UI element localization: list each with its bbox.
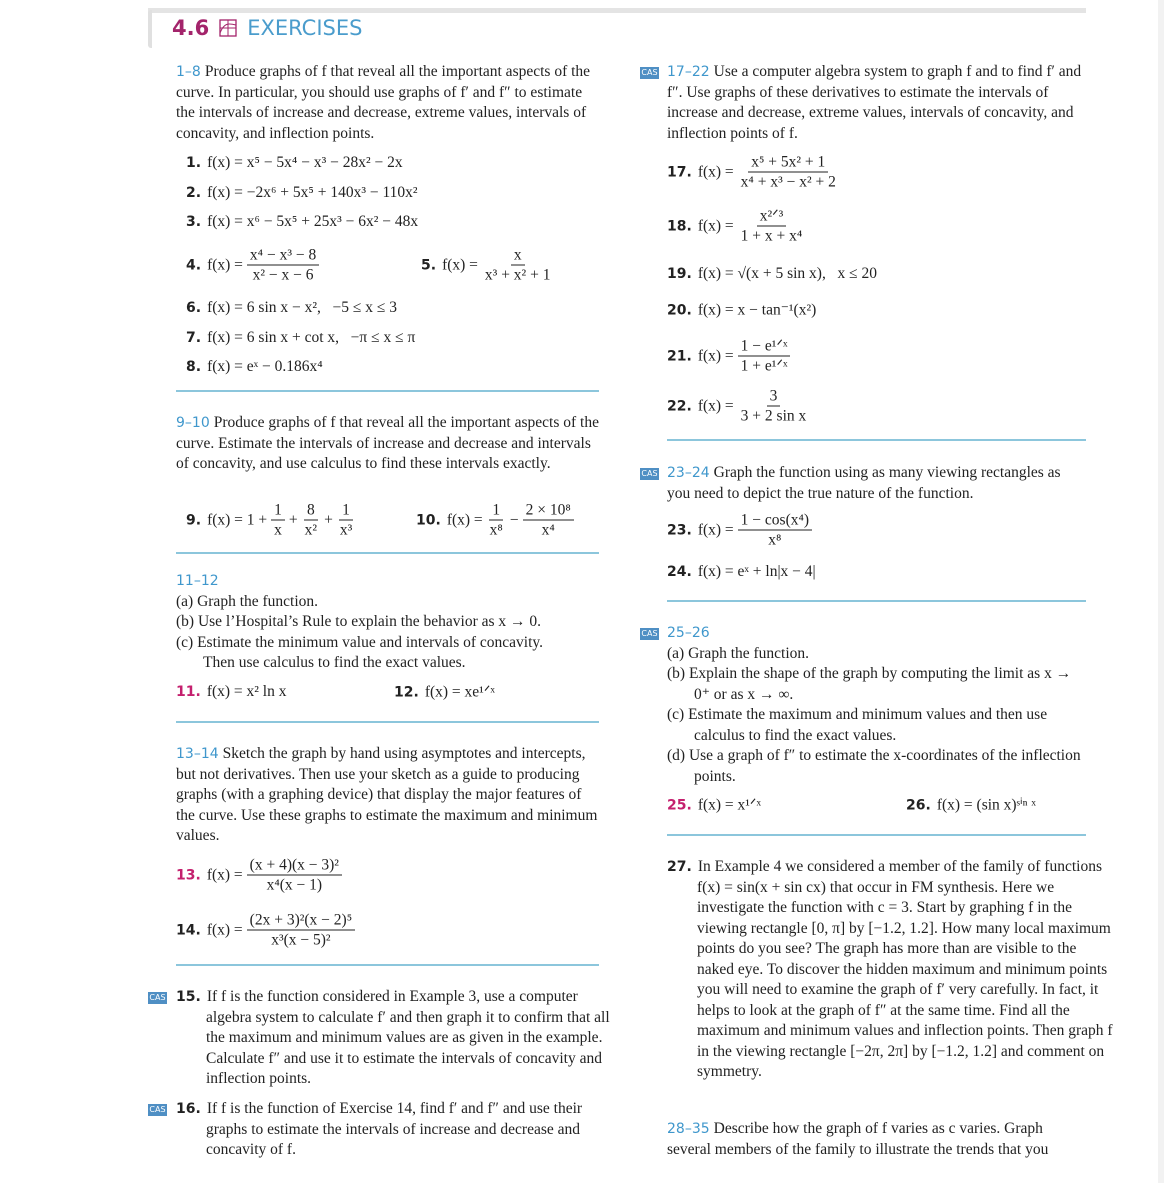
range-label: 28–35 xyxy=(667,1121,710,1137)
numerator: x²ᐟ³ xyxy=(757,207,787,227)
exercise-5 xyxy=(421,246,557,285)
exercise-10 xyxy=(416,501,578,540)
exercise-number: 10. xyxy=(416,512,441,528)
instructions-9-10 xyxy=(176,413,600,475)
fraction xyxy=(738,337,791,376)
exercise-1 xyxy=(186,154,403,172)
cas-icon: CAS xyxy=(641,469,658,478)
instruction-text: Sketch the graph by hand using asymptotes and intercepts, but not derivatives. Then use your sketch as a guide to producing graphs (with a graphing device) that display the major features of the curve. Use these graphs to estimate the maximum and minimum values. xyxy=(176,745,598,844)
divider xyxy=(667,834,1086,836)
part-b: (b) Explain the shape of the graph by computing the limit as x → 0⁺ or as x → ∞. xyxy=(667,665,1072,703)
denominator: 1 + e¹ᐟˣ xyxy=(740,357,788,375)
denominator: x³(x − 5)² xyxy=(271,931,331,949)
exercise-26 xyxy=(906,796,1036,815)
instructions-23-24 xyxy=(667,463,1087,504)
cas-icon: CAS xyxy=(641,68,658,77)
header-tab xyxy=(148,10,152,48)
exercise-text: If f is the function of Exercise 14, find f′ and f″ and use their graphs to estimate the intervals of increase and decrease and concavity of f. xyxy=(206,1100,583,1158)
instruction-text: Produce graphs of f that reveal all the important aspects of the curve. Estimate the intervals of increase and decrease and intervals of concavity, and use calculus to find these intervals exactly. xyxy=(176,414,599,472)
denominator: x⁸ xyxy=(489,521,503,539)
formula-lhs: f(x) = xyxy=(206,921,243,938)
formula: f(x) = 6 sin x + cot x, −π ≤ x ≤ π xyxy=(207,329,416,346)
exercise-number: 17. xyxy=(667,164,692,180)
cas-icon: CAS xyxy=(149,1105,166,1114)
exercise-9 xyxy=(186,501,359,540)
cas-icon: CAS xyxy=(641,629,658,638)
numerator: (2x + 3)²(x − 2)⁵ xyxy=(247,911,355,931)
exercise-12 xyxy=(394,683,495,702)
fraction xyxy=(247,246,319,285)
formula: f(x) = 6 sin x − x², −5 ≤ x ≤ 3 xyxy=(207,299,398,316)
instructions-28-35 xyxy=(667,1119,1087,1160)
operator: + xyxy=(324,511,333,528)
exercise-22 xyxy=(667,387,813,426)
formula-lhs: f(x) = xyxy=(206,866,243,883)
formula: f(x) = eˣ − 0.186x⁴ xyxy=(207,358,323,375)
numerator: x⁵ + 5x² + 1 xyxy=(748,153,828,173)
exercise-number: 14. xyxy=(176,922,201,938)
exercise-number: 24. xyxy=(667,564,692,580)
part-c-continued: Then use calculus to find the exact values. xyxy=(203,654,466,671)
formula: f(x) = x⁶ − 5x⁵ + 25x³ − 6x² − 48x xyxy=(207,213,419,230)
numerator: 1 xyxy=(339,501,353,521)
fraction xyxy=(738,511,812,550)
exercise-text: If f is the function considered in Example 3, use a computer algebra system to calculate f′ and then graph it to confirm that all the maximum and minimum values are as given in the example. Calculate f″ and use it to estimate the intervals of concavity and inflection points. xyxy=(206,988,610,1087)
fraction xyxy=(337,501,355,540)
exercise-11 xyxy=(176,683,287,701)
graph-icon xyxy=(219,19,237,37)
exercise-number: 7. xyxy=(186,330,202,346)
exercise-number: 20. xyxy=(667,302,692,318)
operator: − xyxy=(509,511,519,528)
part-a: (a) Graph the function. xyxy=(667,644,810,662)
numerator: 8 xyxy=(304,501,318,521)
formula-lhs: f(x) = xyxy=(446,511,483,528)
divider xyxy=(667,600,1086,602)
numerator: 1 − e¹ᐟˣ xyxy=(738,337,791,357)
formula-lhs: f(x) = xyxy=(697,397,734,414)
exercise-number: 4. xyxy=(186,257,202,273)
exercise-6 xyxy=(186,299,397,317)
numerator: x xyxy=(511,246,525,266)
exercise-number: 1. xyxy=(186,155,202,171)
denominator: x³ + x² + 1 xyxy=(484,266,551,284)
fraction xyxy=(738,387,810,426)
exercise-13 xyxy=(176,856,346,895)
numerator: 3 xyxy=(767,387,781,407)
denominator: x⁴ xyxy=(541,521,555,539)
instruction-text: Produce graphs of f that reveal all the important aspects of the curve. In particular, you should use graphs of f′ and f″ to estimate the intervals of increase and decrease, extreme values, intervals of concavity, and inflection points. xyxy=(176,63,591,142)
denominator: x⁴ + x³ − x² + 2 xyxy=(740,173,836,191)
formula: f(x) = xe¹ᐟˣ xyxy=(424,683,495,701)
formula: f(x) = x⁵ − 5x⁴ − x³ − 28x² − 2x xyxy=(207,154,403,171)
exercise-18 xyxy=(667,207,809,246)
range-label: 25–26 xyxy=(667,625,710,641)
exercise-number: 11. xyxy=(176,684,201,700)
exercise-16 xyxy=(176,1099,616,1161)
exercise-number: 15. xyxy=(176,989,201,1005)
exercise-number: 23. xyxy=(667,522,692,538)
formula-lhs: f(x) = xyxy=(697,217,734,234)
fraction xyxy=(271,501,285,540)
fraction xyxy=(738,153,839,192)
exercise-number: 18. xyxy=(667,218,692,234)
divider xyxy=(176,721,599,723)
exercise-7 xyxy=(186,329,415,347)
part-c: (c) Estimate the maximum and minimum values and then use calculus to find the exact values. xyxy=(667,706,1048,744)
exercise-text: In Example 4 we considered a member of the family of functions f(x) = sin(x + sin cx) that occur in FM synthesis. Here we investigate the function with c = 3. Start by graphing f in the viewing rectangle [0, π] by [−1.2, 1.2]. How many local maximum points do you see? The graph has more than are visible to the naked eye. To discover the hidden maximum and minimum points you will need to examine the graph of f′ very carefully. In fact, it helps to look at the graph of f″ at the same time. Find all the maximum and minimum values and inflection points. Then graph f in the viewing rectangle [−2π, 2π] by [−1.2, 1.2] and comment on symmetry. xyxy=(697,858,1113,1080)
exercise-number: 27. xyxy=(667,859,692,875)
exercise-27 xyxy=(667,857,1115,1083)
instruction-text: Describe how the graph of f varies as c varies. Graph several members of the family to illustrate the trends that you xyxy=(667,1120,1049,1158)
exercise-number: 9. xyxy=(186,512,202,528)
exercise-17 xyxy=(667,153,843,192)
section-title: EXERCISES xyxy=(247,16,363,40)
part-a: (a) Graph the function. xyxy=(176,592,319,610)
fraction xyxy=(247,911,355,950)
exercise-number: 21. xyxy=(667,348,692,364)
divider xyxy=(176,390,599,392)
fraction xyxy=(487,501,506,540)
section-number: 4.6 xyxy=(172,16,210,40)
fraction xyxy=(302,501,320,540)
formula-lhs: f(x) = xyxy=(442,256,478,273)
formula-lhs: f(x) = 1 + xyxy=(207,511,268,528)
formula: f(x) = x² ln x xyxy=(206,683,287,700)
fraction xyxy=(247,856,342,895)
part-b: (b) Use l’Hospital’s Rule to explain the behavior as x → 0. xyxy=(176,613,542,630)
exercise-15 xyxy=(176,987,624,1090)
range-label: 11–12 xyxy=(176,573,219,589)
numerator: 1 xyxy=(489,501,503,521)
formula: f(x) = x¹ᐟˣ xyxy=(697,796,761,814)
part-c: (c) Estimate the minimum value and intervals of concavity. xyxy=(176,633,544,651)
formula: f(x) = √(x + 5 sin x), x ≤ 20 xyxy=(697,265,877,282)
exercise-number: 3. xyxy=(186,214,202,230)
page-top-rule xyxy=(148,8,1086,13)
exercise-2 xyxy=(186,184,418,202)
denominator: x⁸ xyxy=(768,531,782,549)
exercise-number: 2. xyxy=(186,185,202,201)
operator: + xyxy=(288,511,298,528)
denominator: x³ xyxy=(339,521,353,539)
numerator: 1 xyxy=(271,501,285,521)
exercise-21 xyxy=(667,337,794,376)
exercise-number: 25. xyxy=(667,797,692,813)
denominator: 1 + x + x⁴ xyxy=(740,227,803,245)
formula: f(x) = x − tan⁻¹(x²) xyxy=(697,301,817,319)
instruction-text: Graph the function using as many viewing rectangles as you need to depict the true nature of the function. xyxy=(667,464,1061,502)
numerator: 1 − cos(x⁴) xyxy=(738,511,812,531)
divider xyxy=(667,439,1086,441)
formula: f(x) = −2x⁶ + 5x⁵ + 140x³ − 110x² xyxy=(207,184,418,201)
cas-icon: CAS xyxy=(149,993,166,1002)
exercise-14 xyxy=(176,911,359,950)
range-label: 23–24 xyxy=(667,465,710,481)
denominator: 3 + 2 sin x xyxy=(740,407,807,425)
instruction-text: Use a computer algebra system to graph f and to find f′ and f″. Use graphs of these derivatives to estimate the intervals of increase and decrease, extreme values, intervals of concavity, and inflection points of f. xyxy=(667,63,1082,142)
formula-lhs: f(x) = xyxy=(697,347,734,364)
instructions-1-8 xyxy=(176,62,600,144)
formula: f(x) = eˣ + ln|x − 4| xyxy=(697,563,816,580)
instructions-25-26 xyxy=(667,623,1087,787)
denominator: x² − x − 6 xyxy=(252,266,314,284)
exercise-number: 6. xyxy=(186,300,202,316)
exercise-number: 19. xyxy=(667,266,692,282)
formula-lhs: f(x) = xyxy=(207,256,243,273)
exercise-number: 16. xyxy=(176,1101,201,1117)
exercise-number: 8. xyxy=(186,359,202,375)
denominator: x xyxy=(274,521,282,539)
divider xyxy=(176,964,599,966)
exercise-8 xyxy=(186,358,323,376)
exercise-23 xyxy=(667,511,816,550)
formula-lhs: f(x) = xyxy=(697,163,734,180)
fraction xyxy=(523,501,574,540)
exercise-number: 13. xyxy=(176,867,201,883)
range-label: 1–8 xyxy=(176,64,201,80)
formula-lhs: f(x) = xyxy=(697,521,734,538)
numerator: 2 × 10⁸ xyxy=(523,501,574,521)
range-label: 13–14 xyxy=(176,746,219,762)
exercise-4 xyxy=(186,246,323,285)
section-header xyxy=(172,16,362,40)
instructions-11-12 xyxy=(176,571,600,674)
range-label: 17–22 xyxy=(667,64,710,80)
instructions-17-22 xyxy=(667,62,1087,144)
denominator: x² xyxy=(304,521,318,539)
range-label: 9–10 xyxy=(176,415,210,431)
part-d: (d) Use a graph of f″ to estimate the x-coordinates of the inflection points. xyxy=(667,747,1081,785)
exercise-19 xyxy=(667,265,877,283)
exercise-number: 26. xyxy=(906,797,931,813)
fraction xyxy=(482,246,554,285)
exercise-number: 12. xyxy=(394,684,419,700)
instructions-13-14 xyxy=(176,744,600,847)
denominator: x⁴(x − 1) xyxy=(266,876,323,894)
exercise-3 xyxy=(186,213,418,231)
fraction xyxy=(738,207,806,246)
formula: f(x) = (sin x)ˢⁱⁿ ˣ xyxy=(936,796,1036,814)
exercise-20 xyxy=(667,301,816,320)
exercise-number: 22. xyxy=(667,398,692,414)
divider xyxy=(176,552,599,554)
numerator: (x + 4)(x − 3)² xyxy=(247,856,342,876)
exercise-24 xyxy=(667,563,816,581)
exercise-number: 5. xyxy=(421,257,437,273)
exercise-25 xyxy=(667,796,761,815)
scrollbar[interactable] xyxy=(1158,0,1164,1183)
numerator: x⁴ − x³ − 8 xyxy=(247,246,319,266)
